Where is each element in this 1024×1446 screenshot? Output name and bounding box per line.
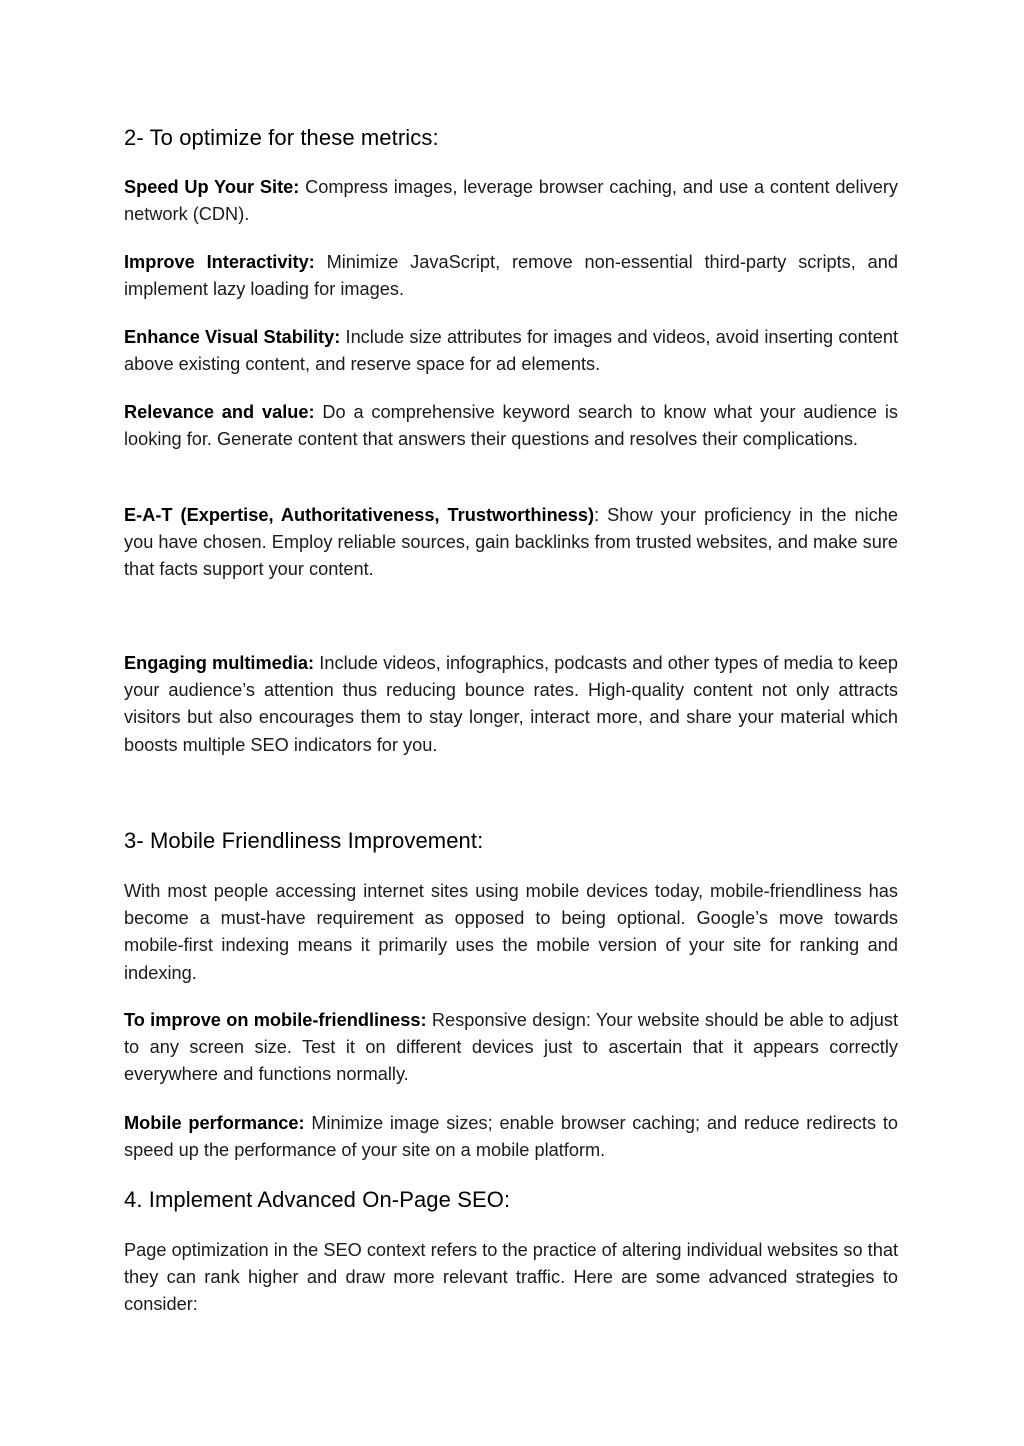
paragraph-text: With most people accessing internet sites using mobile devices today, mobile-friendliness has become a must-have requirement as opposed to being optional. Google’s move towards mobile-first indexing means it primarily uses the mobile version of your site for ranking and indexing.: [124, 881, 898, 983]
paragraph-onpage-intro: [124, 1237, 898, 1319]
paragraph-multimedia: [124, 650, 898, 759]
paragraph-relevance: [124, 399, 898, 453]
paragraph-text: [124, 174, 898, 228]
term-label: To improve on mobile-friendliness:: [124, 1010, 427, 1030]
section-heading-3: [124, 827, 898, 855]
paragraph-mobile-performance: [124, 1110, 898, 1164]
term-label: Enhance Visual Stability:: [124, 327, 341, 347]
section-heading-4: [124, 1186, 898, 1214]
term-text: : Show your proficiency in the niche you have chosen. Employ reliable sources, gain backlinks from trusted websites, and make sure that facts support your content.: [124, 505, 898, 580]
section-heading-2: [124, 124, 898, 152]
term-text: Minimize image sizes; enable browser caching; and reduce redirects to speed up the performance of your site on a mobile platform.: [124, 1113, 898, 1161]
paragraph-mobile-intro: [124, 878, 898, 987]
paragraph-text: [124, 324, 898, 378]
term-text: Include videos, infographics, podcasts and other types of media to keep your audience’s attention thus reducing bounce rates. High-quality content not only attracts visitors but also encourages them to stay longer, interact more, and share your material which boosts multiple SEO indicators for you.: [124, 653, 898, 755]
paragraph-speed-up: [124, 174, 898, 228]
term-text: Responsive design: Your website should be able to adjust to any screen size. Test it on different devices just to ascertain that it appears correctly everywhere and functions normally.: [124, 1010, 899, 1085]
term-label: Engaging multimedia:: [124, 653, 315, 673]
paragraph-text: [124, 399, 898, 453]
term-label: Improve Interactivity:: [124, 252, 315, 272]
heading-on-page-seo: 4. Implement Advanced On-Page SEO:: [124, 1187, 511, 1212]
paragraph-text: [124, 650, 898, 759]
term-label: E-A-T (Expertise, Authoritativeness, Trustworthiness): [124, 505, 595, 525]
heading-mobile-friendliness: 3- Mobile Friendliness Improvement:: [124, 828, 484, 853]
paragraph-text: [124, 502, 898, 584]
term-text: Include size attributes for images and videos, avoid inserting content above existing content, and reserve space for ad elements.: [124, 327, 898, 375]
heading-optimize-metrics: 2- To optimize for these metrics:: [124, 125, 439, 150]
term-text: Compress images, leverage browser caching, and use a content delivery network (CDN).: [124, 177, 898, 225]
term-text: Do a comprehensive keyword search to know what your audience is looking for. Generate content that answers their questions and resolves their complications.: [124, 402, 898, 450]
paragraph-eat: [124, 502, 898, 584]
paragraph-text: [124, 1110, 898, 1164]
paragraph-text: [124, 249, 898, 303]
term-label: Speed Up Your Site:: [124, 177, 300, 197]
paragraph-improve-mobile: [124, 1007, 898, 1089]
term-label: Relevance and value:: [124, 402, 315, 422]
term-text: Minimize JavaScript, remove non-essential third-party scripts, and implement lazy loading for images.: [124, 252, 898, 300]
paragraph-text: [124, 1007, 898, 1089]
term-label: Mobile performance:: [124, 1113, 305, 1133]
paragraph-text: Page optimization in the SEO context refers to the practice of altering individual websites so that they can rank higher and draw more relevant traffic. Here are some advanced strategies to consider:: [124, 1240, 898, 1315]
paragraph-interactivity: [124, 249, 898, 303]
paragraph-visual-stability: [124, 324, 898, 378]
